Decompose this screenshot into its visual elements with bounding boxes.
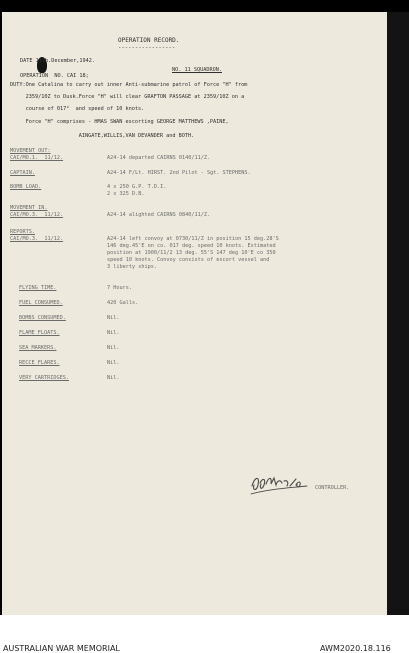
archive-footer: [0, 615, 409, 653]
scan-edge-strip: [387, 12, 409, 615]
reports-line: speed 10 knots. Convoy consists of escort vessel and: [107, 257, 270, 263]
movement-out-text: A24-14 departed CAIRNS 0140/11/Z.: [107, 155, 211, 161]
movement-out-ref: CAI/MO.1. 11/12.: [10, 155, 64, 161]
operation-number: OPERATION NO. CAI 18;: [20, 73, 89, 79]
reports-ref: CAI/MO.3. 11/12.: [10, 236, 64, 242]
summary-value: 7 Hours.: [107, 285, 132, 291]
summary-value: Nil.: [107, 315, 120, 321]
document-page: [2, 12, 387, 615]
accession-number: AWM2020.18.116: [320, 644, 391, 653]
captain-text: A24-14 F/Lt. HIRST. 2nd Pilot - Sgt. STEPHENS.: [107, 170, 251, 176]
summary-value: Nil.: [107, 345, 120, 351]
reports-line: position at 1900/11/2 13 deg. 55'S 147 deg 10'E co 350: [107, 250, 276, 256]
captain-label: CAPTAIN.: [10, 170, 35, 176]
reports-line: 3 liberty ships.: [107, 264, 157, 270]
summary-label: VERY CARTRIDGES.: [19, 375, 69, 381]
bomb-load-label: BOMB LOAD.: [10, 184, 42, 190]
movement-in-ref: CAI/MO.3. 11/12.: [10, 212, 64, 218]
duty-line: course of 017° and speed of 10 knots.: [10, 106, 145, 112]
document-title: OPERATION RECORD.: [118, 37, 180, 44]
duty-line: DUTY:One Catalina to carry out inner Anti-submarine patrol of Force "H" from: [10, 82, 248, 88]
controller-label: CONTROLLER.: [315, 485, 350, 491]
movement-out-heading: MOVEMENT OUT:: [10, 148, 51, 154]
summary-label: FUEL CONSUMED.: [19, 300, 63, 306]
handwritten-signature: [249, 472, 317, 500]
date-line: DATE 11th.December,1942.: [20, 58, 95, 64]
movement-in-heading: MOVEMENT IN.: [10, 205, 48, 211]
duty-line: 2359/10Z to Dusk.Force "H" will clear GRAFTON PASSAGE at 2359/10Z on a: [10, 94, 245, 100]
summary-label: BOMBS CONSUMED.: [19, 315, 66, 321]
summary-value: Nil.: [107, 360, 120, 366]
summary-label: RECCE FLARES.: [19, 360, 60, 366]
summary-label: FLAME FLOATS.: [19, 330, 60, 336]
summary-label: FLYING TIME.: [19, 285, 57, 291]
archive-name: AUSTRALIAN WAR MEMORIAL: [3, 644, 120, 653]
reports-line: 146 deg.45'E on co. 017 deg. speed 10 knots. Estimated: [107, 243, 276, 249]
bomb-load-line: 4 x 250 G.P. T.D.I.: [107, 184, 167, 190]
summary-label: SEA MARKERS.: [19, 345, 57, 351]
duty-line: AINGATE,WILLIS,VAN DEVANDER and BOTH.: [10, 133, 195, 139]
bomb-load-line: 2 x 325 D.B.: [107, 191, 145, 197]
reports-heading: REPORTS.: [10, 229, 35, 235]
title-rule: -----------------: [118, 45, 176, 51]
squadron-label: NO. 11 SQUADRON.: [172, 67, 222, 73]
duty-line: Force "H" comprises - HMAS SWAN escorting GEORGE MATTHEWS ,PAINE,: [10, 119, 229, 125]
reports-line: A24-14 left convoy at 0730/11/Z in position 15 deg.28'S: [107, 236, 279, 242]
summary-value: 420 Galls.: [107, 300, 139, 306]
summary-value: Nil.: [107, 330, 120, 336]
movement-in-text: A24-14 alighted CAIRNS 0840/11/Z.: [107, 212, 211, 218]
summary-value: Nil.: [107, 375, 120, 381]
